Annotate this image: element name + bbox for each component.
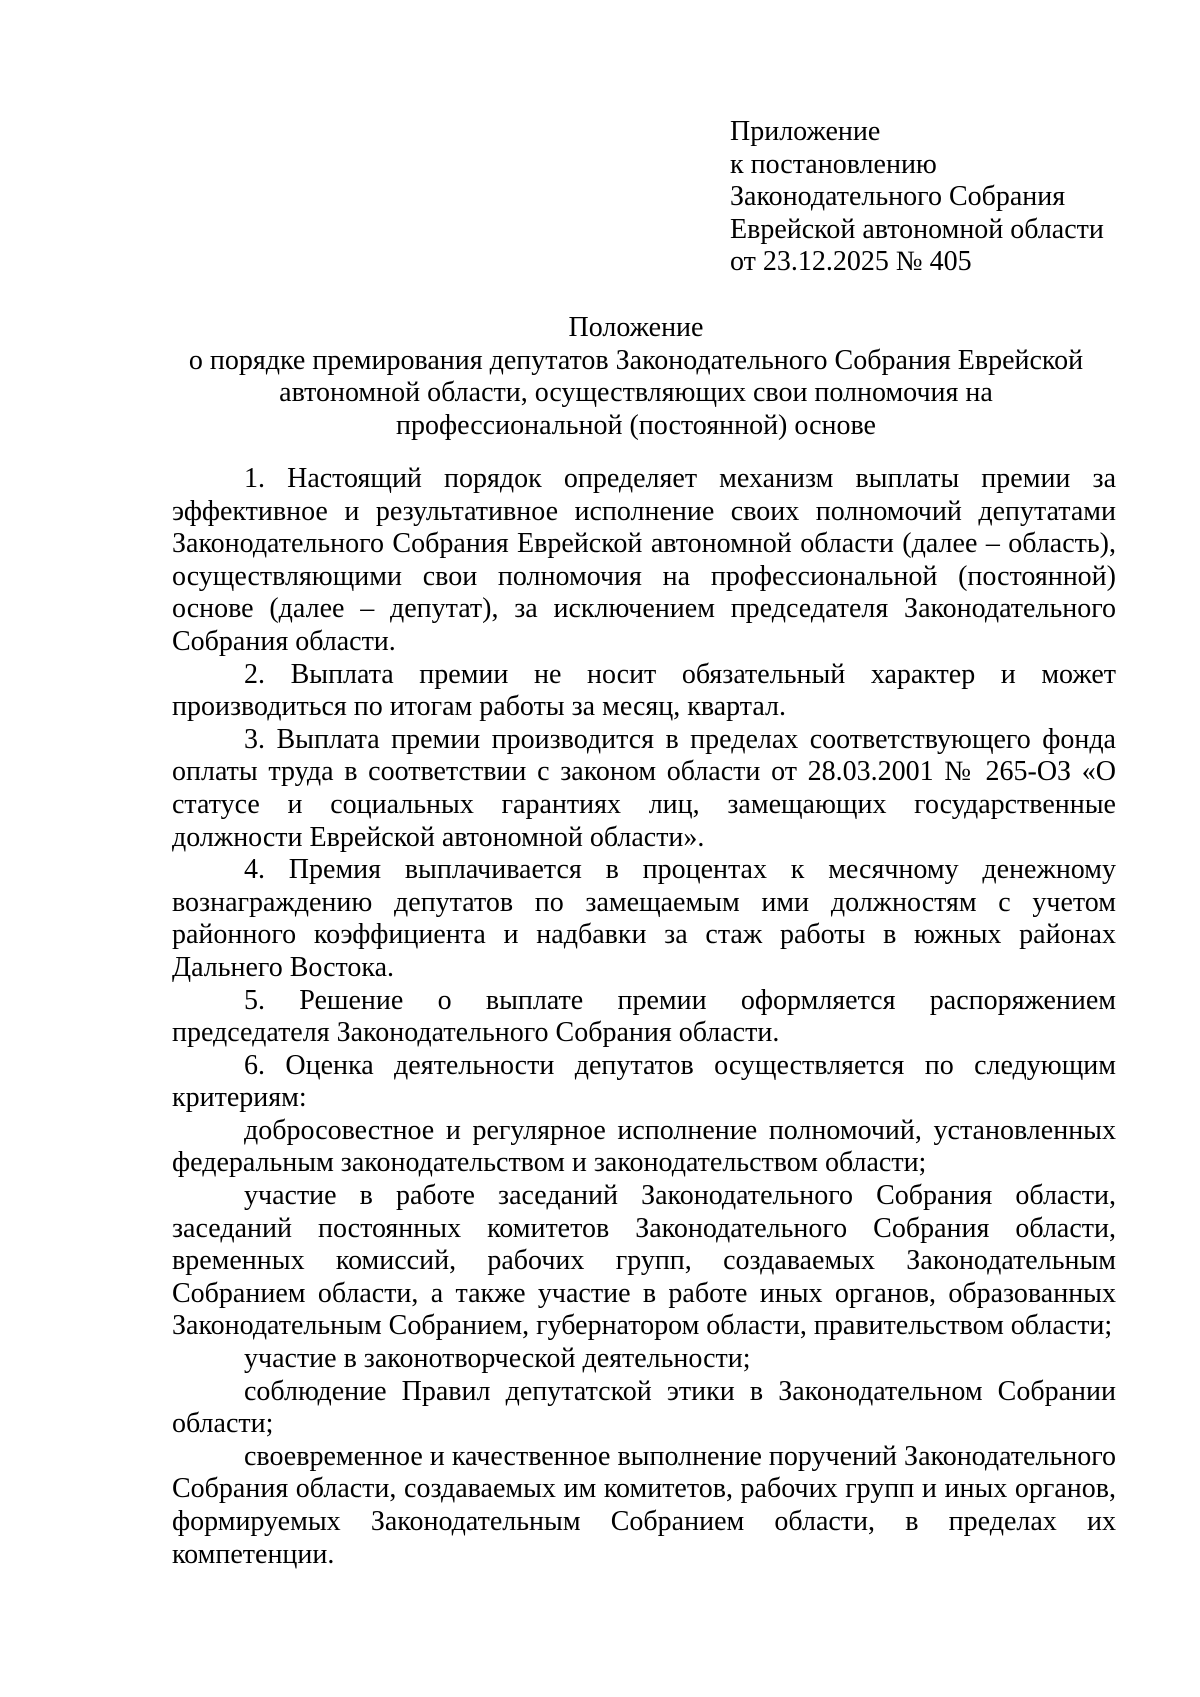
criterion-2: участие в работе заседаний Законодательного Собрания области, заседаний постоянных комитетов Законодательного Собрания области, временных комиссий, рабочих групп, создаваемых Законодательным Собранием области, а также участие в работе иных органов, образованных Законодательным Собранием, губернатором области, правительством области; — [172, 1180, 1116, 1342]
criterion-1: добросовестное и регулярное исполнение полномочий, установленных федеральным законодательством и законодательством области; — [172, 1114, 1116, 1179]
paragraph-2: 2. Выплата премии не носит обязательный характер и может производиться по итогам работы за месяц, квартал. — [172, 658, 1116, 723]
paragraph-6: 6. Оценка деятельности депутатов осуществляется по следующим критериям: — [172, 1049, 1116, 1114]
criterion-5: своевременное и качественное выполнение поручений Законодательного Собрания области, создаваемых им комитетов, рабочих групп и иных органов, формируемых Законодательным Собранием области, в пределах их компетенции. — [172, 1440, 1116, 1570]
title-line: о порядке премирования депутатов Законодательного Собрания Еврейской — [188, 344, 1084, 376]
title-line: Положение — [568, 312, 704, 343]
title-line: автономной области, осуществляющих свои полномочия на — [279, 377, 993, 408]
appendix-line: Законодательного Собрания — [730, 181, 1066, 212]
criterion-3: участие в законотворческой деятельности; — [244, 1343, 751, 1375]
title-line: профессиональной (постоянной) основе — [396, 409, 876, 441]
document-body — [172, 463, 1116, 1571]
paragraph-5: 5. Решение о выплате премии оформляется распоряжением председателя Законодательного Собрания области. — [172, 984, 1116, 1049]
paragraph-4: 4. Премия выплачивается в процентах к месячному денежному вознаграждению депутатов по замещаемым ими должностям с учетом районного коэффициента и надбавки за стаж работы в южных районах Дальнего Востока. — [172, 854, 1116, 983]
appendix-date-number: от 23.12.2025 № 405 — [730, 246, 972, 277]
appendix-line: Еврейской автономной области — [730, 213, 1104, 245]
paragraph-1: 1. Настоящий порядок определяет механизм выплаты премии за эффективное и результативное исполнение своих полномочий депутатами Законодательного Собрания Еврейской автономной области (далее – область), осуществляющими свои полномочия на профессиональной (постоянной) основе (далее – депутат), за исключением председателя Законодательного Собрания области. — [172, 463, 1116, 657]
appendix-line: к постановлению — [730, 148, 937, 180]
paragraph-3: 3. Выплата премии производится в пределах соответствующего фонда оплаты труда в соответствии с законом области от 28.03.2001 № 265-ОЗ «О статусе и социальных гарантиях лиц, замещающих государственные должности Еврейской автономной области». — [172, 723, 1116, 853]
document-title — [172, 312, 1100, 442]
appendix-line: Приложение — [730, 116, 881, 147]
appendix-header — [730, 116, 1104, 279]
criterion-4: соблюдение Правил депутатской этики в Законодательном Собрании области; — [172, 1375, 1116, 1440]
